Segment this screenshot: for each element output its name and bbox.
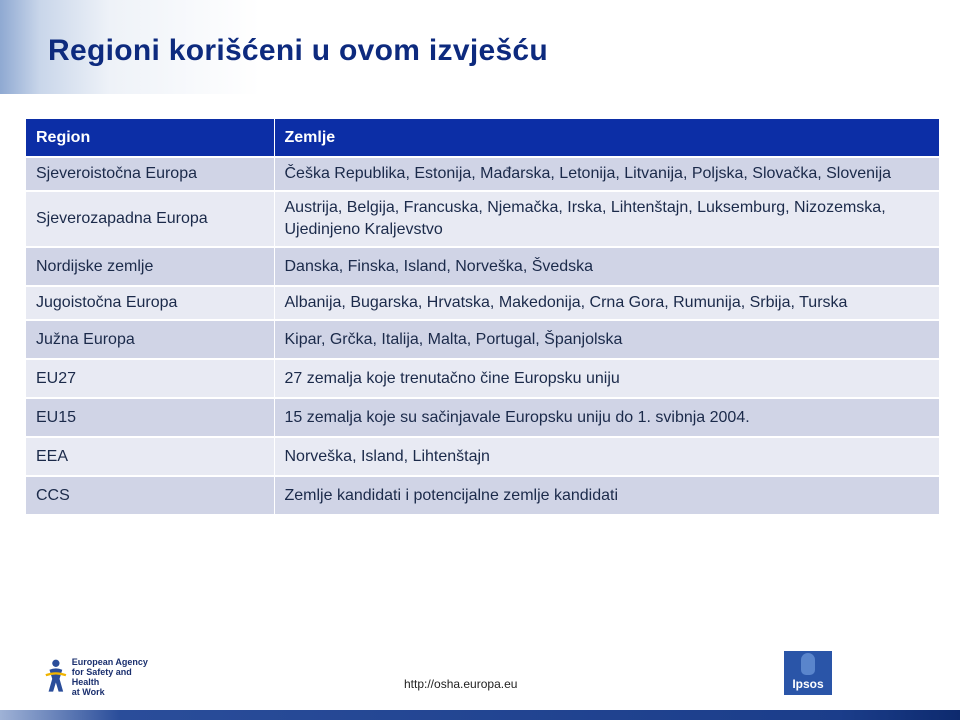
table-row	[26, 359, 939, 398]
countries-cell: Češka Republika, Estonija, Mađarska, Letonija, Litvanija, Poljska, Slovačka, Slovenija	[274, 157, 939, 191]
ipsos-shape-icon	[801, 653, 815, 675]
column-header-countries: Zemlje	[274, 119, 939, 157]
ipsos-logo-text: Ipsos	[792, 677, 824, 691]
countries-cell: Norveška, Island, Lihtenštajn	[274, 437, 939, 476]
table-row	[26, 286, 939, 320]
region-cell: Jugoistočna Europa	[26, 286, 274, 320]
region-cell: CCS	[26, 476, 274, 514]
countries-cell: Albanija, Bugarska, Hrvatska, Makedonija, Crna Gora, Rumunija, Srbija, Turska	[274, 286, 939, 320]
region-cell: EU27	[26, 359, 274, 398]
countries-cell: Danska, Finska, Island, Norveška, Švedska	[274, 247, 939, 286]
osha-figure-icon	[44, 657, 68, 697]
osha-logo-text: European Agency for Safety and Health at Work	[71, 657, 148, 697]
ipsos-logo	[784, 651, 832, 695]
region-cell: Sjeverozapadna Europa	[26, 191, 274, 247]
region-cell: Južna Europa	[26, 320, 274, 359]
table-row	[26, 476, 939, 514]
countries-cell: Zemlje kandidati i potencijalne zemlje kandidati	[274, 476, 939, 514]
countries-cell: Austrija, Belgija, Francuska, Njemačka, Irska, Lihtenštajn, Luksemburg, Nizozemska, Ujedinjeno Kraljevstvo	[274, 191, 939, 247]
table-row	[26, 157, 939, 191]
page-title: Regioni korišćeni u ovom izvješću	[48, 34, 549, 67]
footer-url-link[interactable]: http://osha.europa.eu	[404, 677, 518, 691]
countries-cell: 15 zemalja koje su sačinjavale Europsku uniju do 1. svibnja 2004.	[274, 398, 939, 437]
region-cell: EEA	[26, 437, 274, 476]
region-cell: Nordijske zemlje	[26, 247, 274, 286]
table-row	[26, 398, 939, 437]
countries-cell: Kipar, Grčka, Italija, Malta, Portugal, Španjolska	[274, 320, 939, 359]
table-row	[26, 191, 939, 247]
table-row	[26, 320, 939, 359]
regions-table	[26, 119, 940, 514]
table-row	[26, 247, 939, 286]
footer-bar	[0, 710, 960, 720]
column-header-region: Region	[26, 119, 274, 157]
countries-cell: 27 zemalja koje trenutačno čine Europsku uniju	[274, 359, 939, 398]
table-header-row	[26, 119, 939, 157]
region-cell: EU15	[26, 398, 274, 437]
osha-logo	[44, 657, 154, 697]
table-row	[26, 437, 939, 476]
region-cell: Sjeveroistočna Europa	[26, 157, 274, 191]
